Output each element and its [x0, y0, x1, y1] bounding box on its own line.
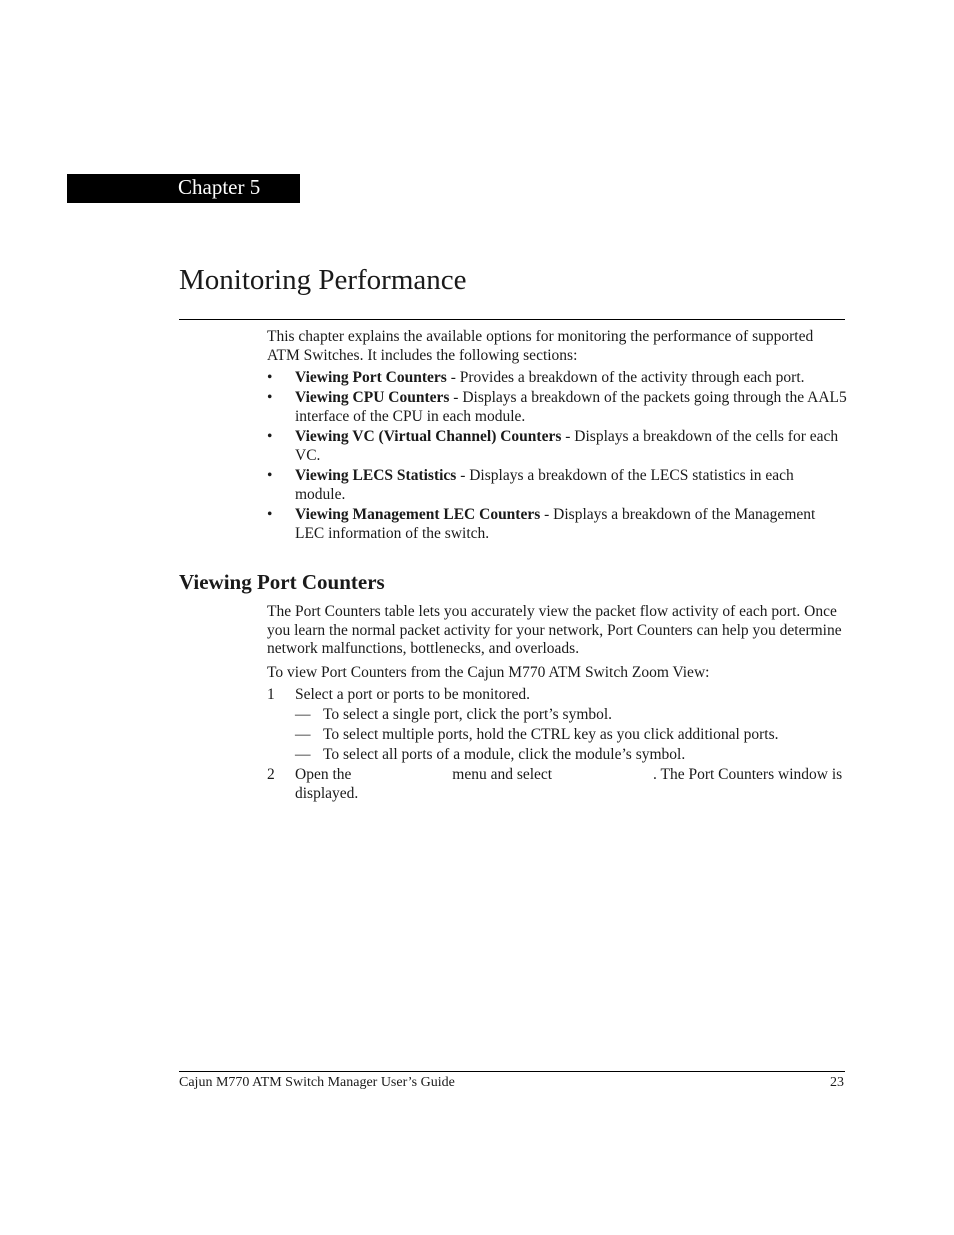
substep-text: To select a single port, click the port’s symbol. [323, 705, 613, 723]
step-number: 2 [267, 766, 275, 783]
substep-list [295, 706, 847, 765]
list-item-desc: - Displays a breakdown of the LECS statistics in each module. [295, 467, 794, 503]
dash-icon: — [295, 725, 311, 743]
bullet-icon: • [267, 389, 273, 406]
list-item [267, 505, 847, 543]
bullet-icon: • [267, 369, 273, 386]
list-item-desc: - Displays a breakdown of the Management LEC information of the switch. [295, 506, 816, 542]
list-item [267, 427, 847, 465]
dash-icon: — [295, 745, 311, 763]
step-text-c: . The Port Counters window is displayed. [295, 766, 843, 802]
step-1 [267, 686, 847, 764]
step-text-b: menu and select [452, 766, 556, 783]
substep-item [295, 746, 847, 765]
section-heading: Viewing Port Counters [179, 570, 385, 594]
list-item-term: Viewing Management LEC Counters [295, 506, 541, 523]
page-number: 23 [830, 1075, 844, 1090]
list-item-desc: - Displays a breakdown of the cells for each VC. [295, 428, 839, 464]
step-2 [267, 766, 847, 803]
bullet-icon: • [267, 467, 273, 484]
title-divider [179, 319, 845, 320]
list-item-desc: - Displays a breakdown of the packets going through the AAL5 interface of the CPU in each module. [295, 389, 847, 425]
footer-title: Cajun M770 ATM Switch Manager User’s Guide [179, 1075, 455, 1090]
substep-item [295, 726, 847, 745]
step-text: Select a port or ports to be monitored. [295, 686, 531, 703]
list-item [267, 466, 847, 504]
chapter-tab [67, 174, 300, 203]
footer-divider [179, 1071, 845, 1072]
substep-text: To select multiple ports, hold the CTRL key as you click additional ports. [323, 725, 779, 743]
section-paragraph: The Port Counters table lets you accurately view the packet flow activity of each port. Once you learn the normal packet activity for your network, Port Counters can help you determine network malfunctions, bottlenecks, and overloads. [267, 603, 842, 657]
page-title: Monitoring Performance [179, 264, 467, 296]
list-item-term: Viewing LECS Statistics [295, 467, 457, 484]
bullet-icon: • [267, 506, 273, 523]
step-number: 1 [267, 686, 275, 703]
substep-text: To select all ports of a module, click the module’s symbol. [323, 745, 686, 763]
procedure-intro: To view Port Counters from the Cajun M770 ATM Switch Zoom View: [267, 664, 710, 681]
substep-item [295, 706, 847, 725]
step-text-a: Open the [295, 766, 356, 783]
procedure-steps [267, 686, 847, 803]
list-item [267, 388, 847, 426]
section-list [267, 368, 847, 544]
chapter-label: Chapter 5 [178, 175, 261, 199]
list-item-term: Viewing Port Counters [295, 369, 447, 386]
list-item [267, 368, 847, 387]
list-item-term: Viewing VC (Virtual Channel) Counters [295, 428, 562, 445]
list-item-desc: - Provides a breakdown of the activity through each port. [446, 369, 805, 386]
list-item-term: Viewing CPU Counters [295, 389, 450, 406]
intro-paragraph: This chapter explains the available options for monitoring the performance of supported ATM Switches. It includes the following sections: [267, 328, 814, 364]
bullet-icon: • [267, 428, 273, 445]
dash-icon: — [295, 705, 311, 723]
